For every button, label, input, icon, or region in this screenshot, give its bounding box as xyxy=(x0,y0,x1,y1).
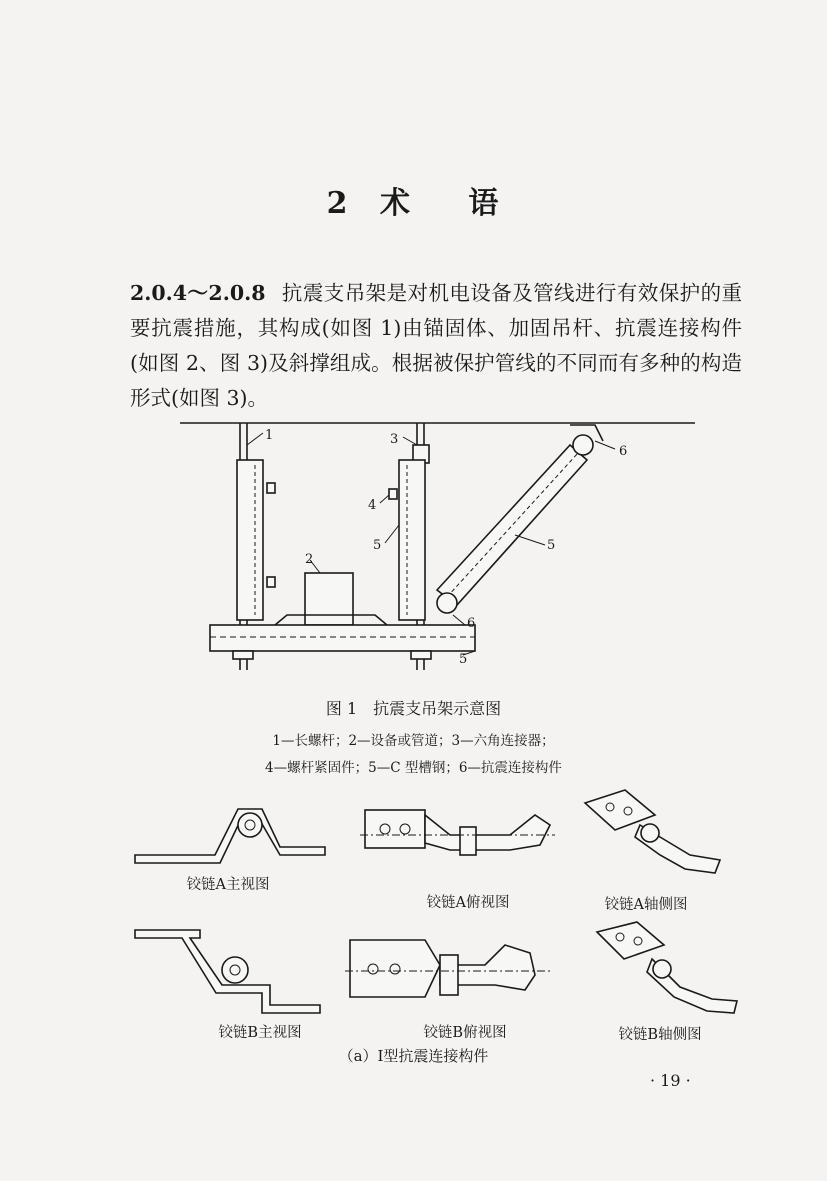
equipment-box xyxy=(305,573,353,625)
hinge-b-front-pin xyxy=(222,957,248,983)
chapter-title-char-2: 语 xyxy=(468,186,501,221)
hinge-a-top-left-plate xyxy=(365,810,425,848)
label-6a: 6 xyxy=(619,444,628,459)
label-5c: 5 xyxy=(459,652,468,667)
figure-a-caption: （a）Ⅰ型抗震连接构件 xyxy=(338,1047,489,1065)
label-2: 2 xyxy=(305,552,314,567)
label-5b: 5 xyxy=(547,538,556,553)
upper-hinge xyxy=(573,435,593,455)
figure-1-legend-line-2: 4—螺杆紧固件；5—C 型槽钢；6—抗震连接构件 xyxy=(265,760,562,776)
hinge-b-top-view xyxy=(345,935,555,1005)
chapter-number: 2 xyxy=(326,186,350,221)
hinge-a-front-view xyxy=(130,795,330,865)
hinge-a-top-view xyxy=(360,805,560,865)
hinge-a-iso-view xyxy=(580,785,730,880)
leader-5b xyxy=(515,535,545,545)
hinge-b-iso-plate xyxy=(597,922,664,959)
figure-1-drawing xyxy=(175,415,695,685)
hinge-b-front-label: 铰链B主视图 xyxy=(218,1025,302,1041)
leader-1 xyxy=(247,433,263,445)
hinge-b-iso-label: 铰链B轴侧图 xyxy=(618,1027,702,1043)
hinge-b-front-view xyxy=(130,925,330,1015)
right-nut xyxy=(411,651,431,659)
hinge-a-iso-plate xyxy=(585,790,655,830)
leader-6a xyxy=(595,441,615,449)
hinge-a-front-pin xyxy=(238,813,262,837)
figure-1-caption: 图 1 抗震支吊架示意图 xyxy=(325,699,502,718)
hinge-a-top-label: 铰链A俯视图 xyxy=(426,895,510,911)
clause-paragraph xyxy=(130,276,742,416)
chapter-heading xyxy=(0,178,827,222)
leader-5a xyxy=(385,525,399,543)
hinge-a-top-bolt xyxy=(460,827,476,855)
leader-3 xyxy=(403,437,417,445)
diagonal-brace xyxy=(437,445,587,605)
hinge-b-top-label: 铰链B俯视图 xyxy=(423,1025,507,1041)
leader-6b xyxy=(453,615,465,625)
label-1: 1 xyxy=(265,428,274,443)
rod-fastener xyxy=(389,489,397,499)
bottom-c-channel xyxy=(210,625,475,651)
right-c-channel xyxy=(399,460,425,620)
left-nut xyxy=(233,651,253,659)
hinge-b-iso-pin xyxy=(653,960,671,978)
lower-hinge xyxy=(437,593,457,613)
clause-number: 2.0.4～2.0.8 xyxy=(130,281,266,305)
hinge-b-iso-view xyxy=(592,917,742,1017)
hinge-a-iso-pin xyxy=(641,824,659,842)
chapter-title-char-1: 术 xyxy=(379,186,412,221)
figure-1-legend-line-1: 1—长螺杆；2—设备或管道；3—六角连接器； xyxy=(272,733,555,749)
leader-4 xyxy=(380,495,389,503)
label-6b: 6 xyxy=(467,616,476,631)
hinge-a-top-right-plate xyxy=(425,815,550,850)
page-number: · 19 · xyxy=(650,1071,691,1090)
left-c-channel xyxy=(237,460,263,620)
label-5a: 5 xyxy=(373,538,382,553)
left-clamp-top xyxy=(267,483,275,493)
hinge-a-front-plate xyxy=(135,809,325,863)
hinge-a-iso-label: 铰链A轴侧图 xyxy=(604,897,688,913)
hinge-b-top-left-plate xyxy=(350,940,440,997)
label-3: 3 xyxy=(390,432,399,447)
hinge-b-top-bolt xyxy=(440,955,458,995)
hinge-a-front-label: 铰链A主视图 xyxy=(186,877,270,893)
clause-text: 抗震支吊架是对机电设备及管线进行有效保护的重要抗震措施，其构成(如图 1)由锚固体、加固吊杆、抗震连接构件(如图 2、图 3)及斜撑组成。根据被保护管线的不同而有多种的构造形式(如图 3)。 xyxy=(130,281,742,410)
label-4: 4 xyxy=(368,498,377,513)
left-clamp-bottom xyxy=(267,577,275,587)
